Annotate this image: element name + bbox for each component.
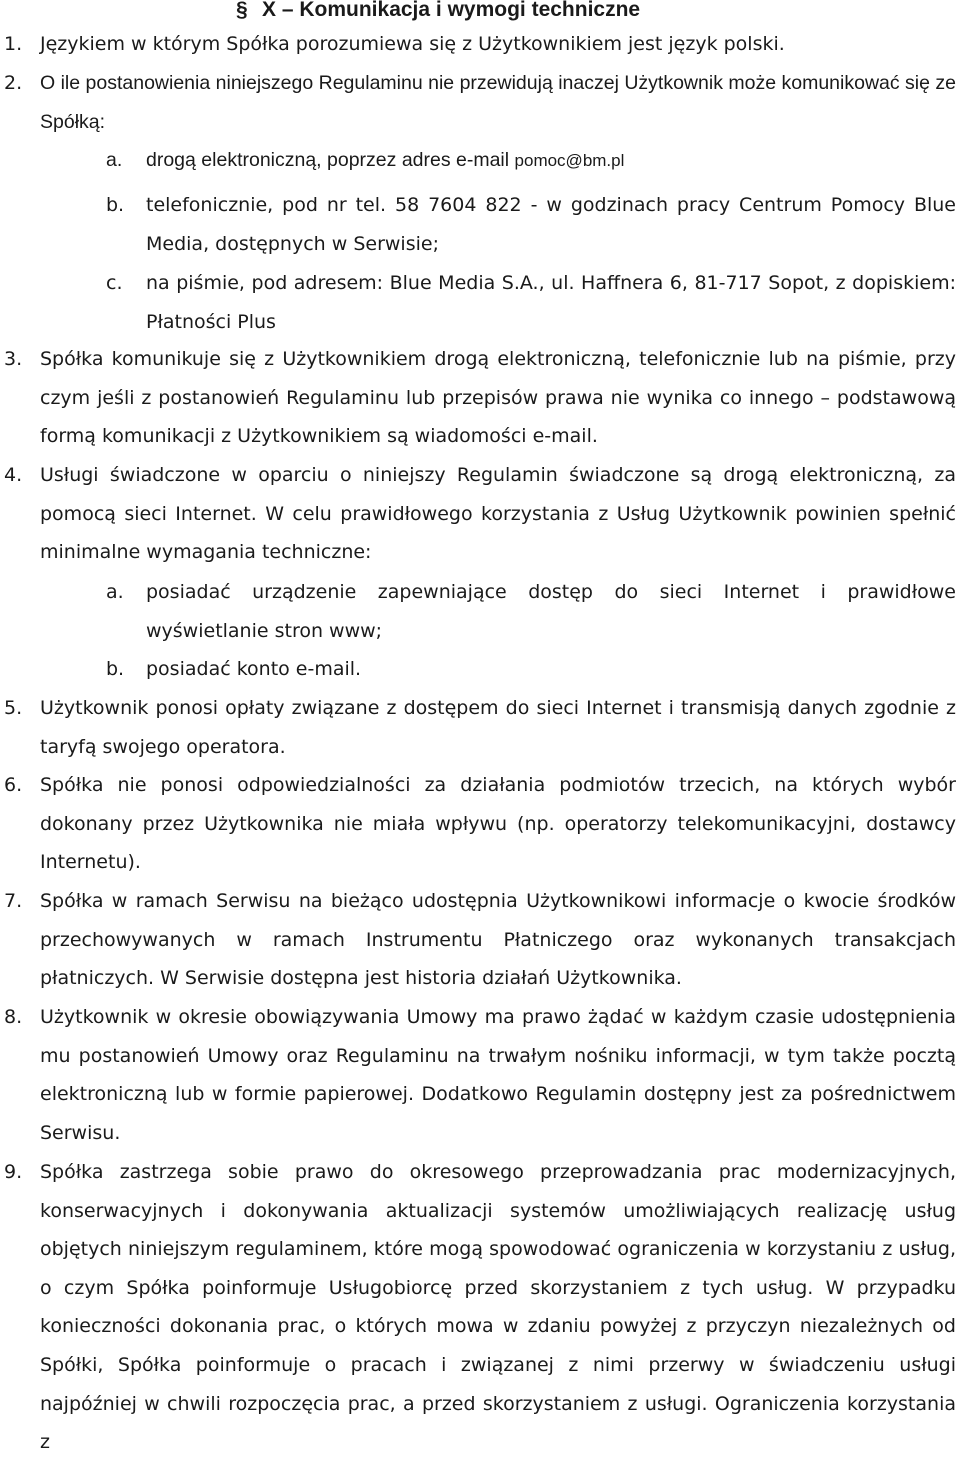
subitem-text: posiadać urządzenie zapewniające dostęp do sieci Internet i prawidłowe wyświetlanie stron www;: [146, 581, 956, 642]
subitem-text: telefonicznie, pod nr tel. 58 7604 822 - w godzinach pracy Centrum Pomocy Blue Media, dostępnych w Serwisie;: [146, 194, 956, 255]
item-text: Spółka w ramach Serwisu na bieżąco udostępnia Użytkownikowi informacje o kwocie środków przechowywanych w ramach Instrumentu Płatniczego oraz wykonanych transakcjach płatniczych. W Serwisie dostępna jest historia działań Użytkownika.: [40, 890, 956, 990]
list-item: [0, 689, 956, 766]
item-number: 2.: [4, 72, 23, 94]
subitem-letter: b.: [106, 658, 125, 680]
list-subitem: [0, 141, 956, 181]
item-number: 3.: [4, 348, 23, 370]
item-text: Spółka komunikuje się z Użytkownikiem drogą elektroniczną, telefonicznie lub na piśmie, przy czym jeśli z postanowień Regulaminu lub przepisów prawa nie wynika co innego – podstawową formą komunikacji z Użytkownikiem są wiadomości e-mail.: [40, 348, 956, 448]
list-item: [0, 456, 956, 572]
subitem-text: na piśmie, pod adresem: Blue Media S.A., ul. Haffnera 6, 81-717 Sopot, z dopiskiem: Płatności Plus: [146, 272, 956, 333]
item-text: Usługi świadczone w oparciu o niniejszy Regulamin świadczone są drogą elektroniczną, za pomocą sieci Internet. W celu prawidłowego korzystania z Usług Użytkownik powinien spełnić minimalne wymagania techniczne:: [40, 464, 956, 564]
subitem-prefix: drogą elektroniczną, poprzez adres e-mail: [146, 149, 515, 171]
item-number: 4.: [4, 464, 23, 486]
list-item: [0, 998, 956, 1152]
item-text: Spółka nie ponosi odpowiedzialności za działania podmiotów trzecich, na których wybór dokonany przez Użytkownika nie miała wpływu (np. operatorzy telekomunikacyjni, dostawcy Internetu).: [40, 774, 956, 874]
list-item: [0, 64, 956, 141]
list-item: [0, 766, 956, 882]
list-subitem: [0, 264, 956, 341]
list-subitem: [0, 573, 956, 650]
item-number: 8.: [4, 1006, 23, 1028]
item-text: Użytkownik w okresie obowiązywania Umowy ma prawo żądać w każdym czasie udostępnienia mu postanowień Umowy oraz Regulaminu na trwałym nośniku informacji, w tym także pocztą elektroniczną lub w formie papierowej. Dodatkowo Regulamin dostępny jest za pośrednictwem Serwisu.: [40, 1006, 956, 1144]
item-number: 1.: [4, 33, 23, 55]
subitem-letter: b.: [106, 194, 125, 216]
list-item: [0, 882, 956, 998]
subitem-text: posiadać konto e-mail.: [146, 658, 362, 680]
list-item: [0, 25, 956, 64]
item-number: 7.: [4, 890, 23, 912]
item-text: Spółka zastrzega sobie prawo do okresowego przeprowadzania prac modernizacyjnych, konserwacyjnych i dokonywania aktualizacji systemów umożliwiających realizację usług objętych niniejszym regulaminem, które mogą spowodować ograniczenia w korzystaniu z usług, o czym Spółka poinformuje Usługobiorcę przed skorzystaniem z tych usług. W przypadku konieczności dokonania prac, o których mowa w zdaniu powyżej z przyczyn niezależnych od Spółki, Spółka poinformuje o pracach i związanej z nimi przerwy w świadczeniu usługi najpóźniej w chwili rozpoczęcia prac, a przed skorzystaniem z usługi. Ograniczenia korzystania z: [40, 1161, 956, 1454]
list-subitem: [0, 650, 956, 689]
section-title: X – Komunikacja i wymogi techniczne: [262, 0, 641, 21]
subitem-letter: c.: [106, 272, 123, 294]
item-number: 9.: [4, 1161, 23, 1183]
list-subitem: [0, 186, 956, 263]
section-symbol: §: [236, 0, 248, 21]
email-address: pomoc@bm.pl: [514, 151, 625, 170]
item-text: Językiem w którym Spółka porozumiewa się z Użytkownikiem jest język polski.: [40, 33, 785, 55]
subitem-letter: a.: [106, 581, 124, 603]
list-item: [0, 340, 956, 456]
item-number: 5.: [4, 697, 23, 719]
item-text: Użytkownik ponosi opłaty związane z dostępem do sieci Internet i transmisją danych zgodnie z taryfą swojego operatora.: [40, 697, 956, 758]
subitem-letter: a.: [106, 149, 123, 171]
section-heading: [236, 0, 640, 22]
item-text: O ile postanowienia niniejszego Regulaminu nie przewidują inaczej Użytkownik może komunikować się ze Spółką:: [40, 72, 956, 133]
list-item: [0, 1153, 956, 1462]
subitem-text: [146, 141, 956, 181]
item-number: 6.: [4, 774, 23, 796]
